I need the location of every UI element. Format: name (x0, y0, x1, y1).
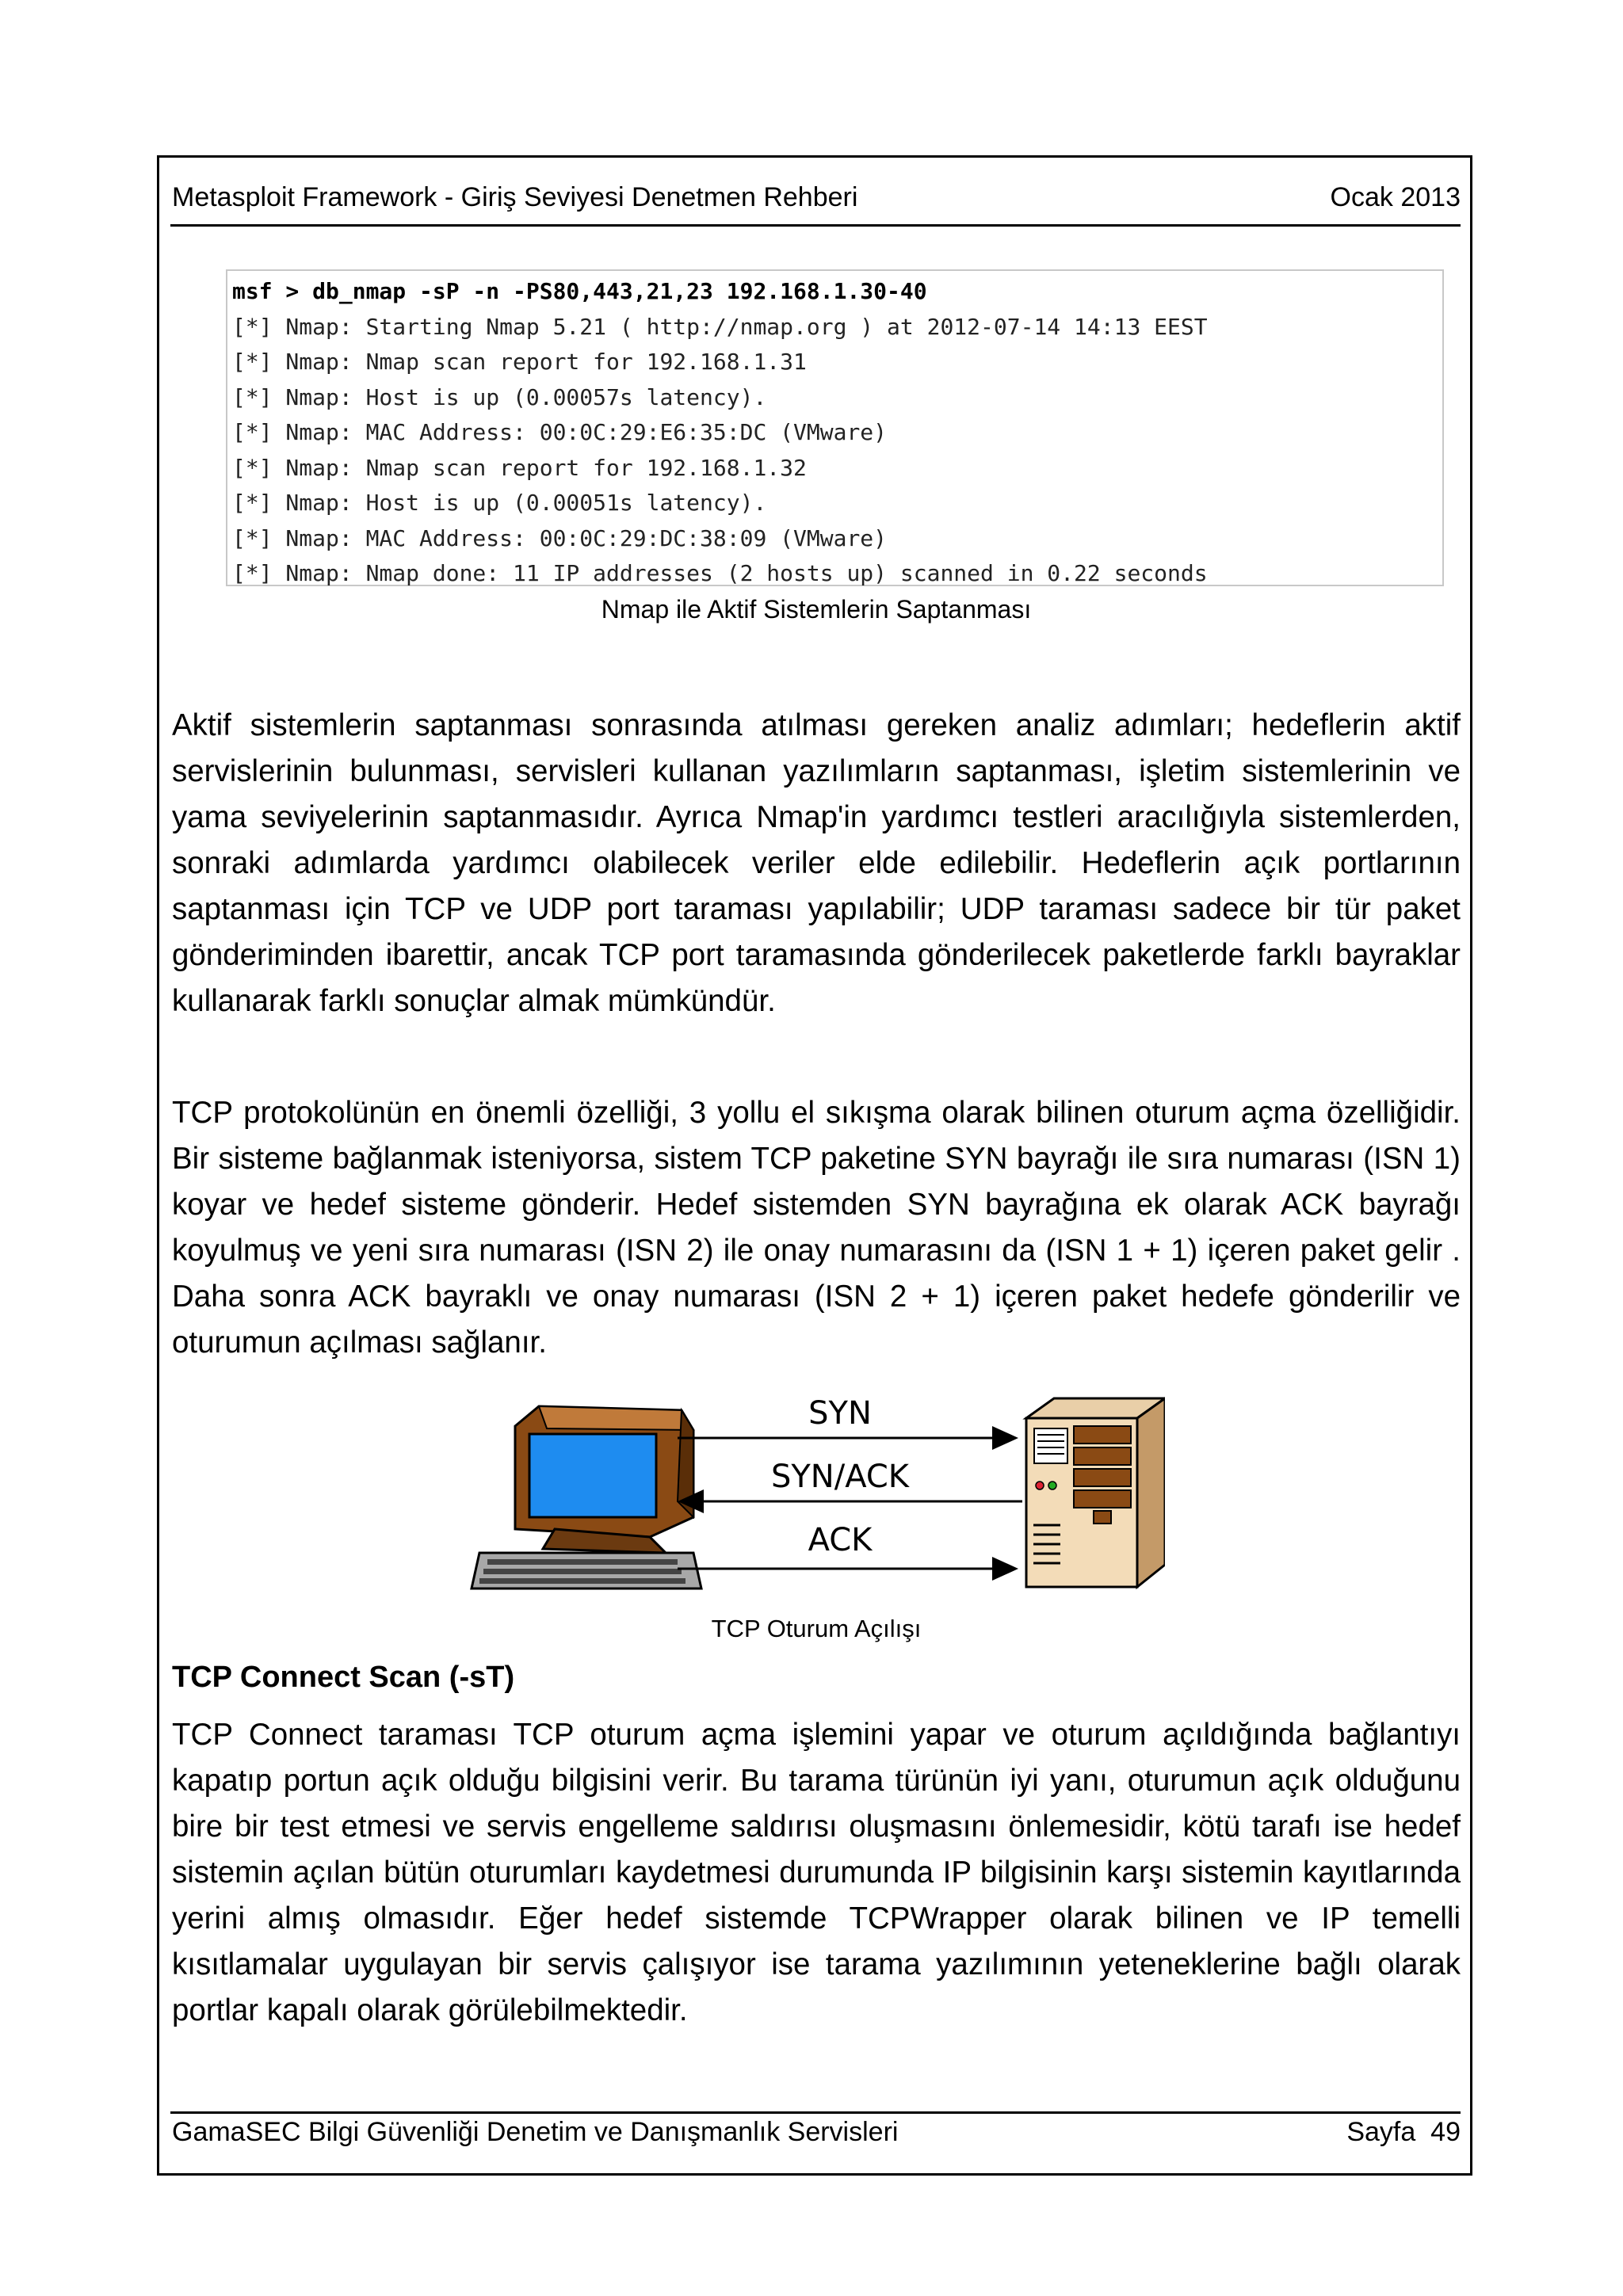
code-block (226, 269, 1444, 586)
section-heading: TCP Connect Scan (-sT) (172, 1661, 515, 1694)
server-tower-icon (1026, 1398, 1165, 1587)
code-line: [*] Nmap: Nmap done: 11 IP addresses (2 hosts up) scanned in 0.22 seconds (232, 560, 1208, 586)
code-line: [*] Nmap: MAC Address: 00:0C:29:E6:35:DC (VMware) (232, 419, 888, 445)
diagram-caption: TCP Oturum Açılışı (711, 1615, 922, 1642)
code-line: [*] Nmap: Nmap scan report for 192.168.1.32 (232, 454, 807, 481)
footer-company: GamaSEC Bilgi Güvenliği Denetim ve Danışmanlık Servisleri (172, 2117, 899, 2147)
section-paragraph: TCP Connect taraması TCP oturum açma işlemini yapar ve oturum açıldığında bağlantıyı kapatıp portun açık olduğu bilgisini verir. Bu tarama türünün iyi yanı, oturumun açık olduğunu bire bir test etmesi ve servis engelleme saldırısı oluşmasını önlemesidir, kötü tarafı ise hedef sistemin açılan bütün oturumları kaydetmesi durumunda IP bilgisinin karşı sistemin kayıtlarında yerini almış olmasıdır. Eğer hedef sistemde TCPWrapper olarak bilinen ve IP temelli kısıtlamalar uygulayan bir servis çalışıyor ise tarama yazılımının yeteneklerine bağlı olarak portlar kapalı olarak görülebilmektedir. (172, 1718, 1461, 2027)
code-line: [*] Nmap: Starting Nmap 5.21 ( http://nmap.org ) at 2012-07-14 14:13 EEST (232, 313, 1208, 340)
tcp-handshake-diagram (468, 1383, 1165, 1596)
code-line: [*] Nmap: MAC Address: 00:0C:29:DC:38:09 (VMware) (232, 524, 888, 551)
syn-ack-label: SYN/ACK (770, 1459, 910, 1495)
code-line: [*] Nmap: Host is up (0.00057s latency). (232, 383, 767, 410)
syn-label: SYN (808, 1395, 872, 1432)
code-caption: Nmap ile Aktif Sistemlerin Saptanması (601, 595, 1032, 624)
code-line: [*] Nmap: Host is up (0.00051s latency). (232, 490, 767, 516)
paragraph-1: Aktif sistemlerin saptanması sonrasında atılması gereken analiz adımları; hedeflerin aktif servislerinin bulunması, servisleri kullanan yazılımların saptanması, işletim sistemlerinin ve yama seviyelerinin saptanmasıdır. Ayrıca Nmap'in yardımcı testleri aracılığıyla sistemlerden, sonraki adımlarda yardımcı olabilecek veriler elde edilebilir. Hedeflerin açık portlarının saptanması için TCP ve UDP port taraması yapılabilir; UDP taraması sadece bir tür paket gönderiminden ibarettir, ancak TCP port taramasında gönderilecek paketlerde farklı bayraklar kullanarak farklı sonuçlar almak mümkündür. (172, 708, 1461, 1018)
footer-rule (170, 2111, 1461, 2114)
header-rule (170, 224, 1461, 227)
footer-page-number: Sayfa 49 (1346, 2117, 1461, 2147)
ack-label: ACK (808, 1522, 873, 1558)
header-date: Ocak 2013 (1330, 182, 1461, 212)
header-title: Metasploit Framework - Giriş Seviyesi Denetmen Rehberi (172, 182, 858, 212)
code-command: msf > db_nmap -sP -n -PS80,443,21,23 192.168.1.30-40 (232, 278, 927, 304)
client-computer-icon (472, 1406, 701, 1589)
paragraph-2: TCP protokolünün en önemli özelliği, 3 yollu el sıkışma olarak bilinen oturum açma özelliğidir. Bir sisteme bağlanmak isteniyorsa, sistem TCP paketine SYN bayrağı ile sıra numarası (ISN 1) koyar ve hedef sisteme gönderir. Hedef sistemden SYN bayrağına ek olarak ACK bayrağı koyulmuş ve yeni sıra numarası (ISN 2) ile onay numarasını da (ISN 1 + 1) içeren paket gelir . Daha sonra ACK bayraklı ve onay numarası (ISN 2 + 1) içeren paket hedefe gönderilir ve oturumun açılması sağlanır. (172, 1096, 1461, 1360)
page-footer (172, 2116, 1461, 2148)
page-header (172, 181, 1461, 213)
code-line: [*] Nmap: Nmap scan report for 192.168.1.31 (232, 349, 807, 375)
